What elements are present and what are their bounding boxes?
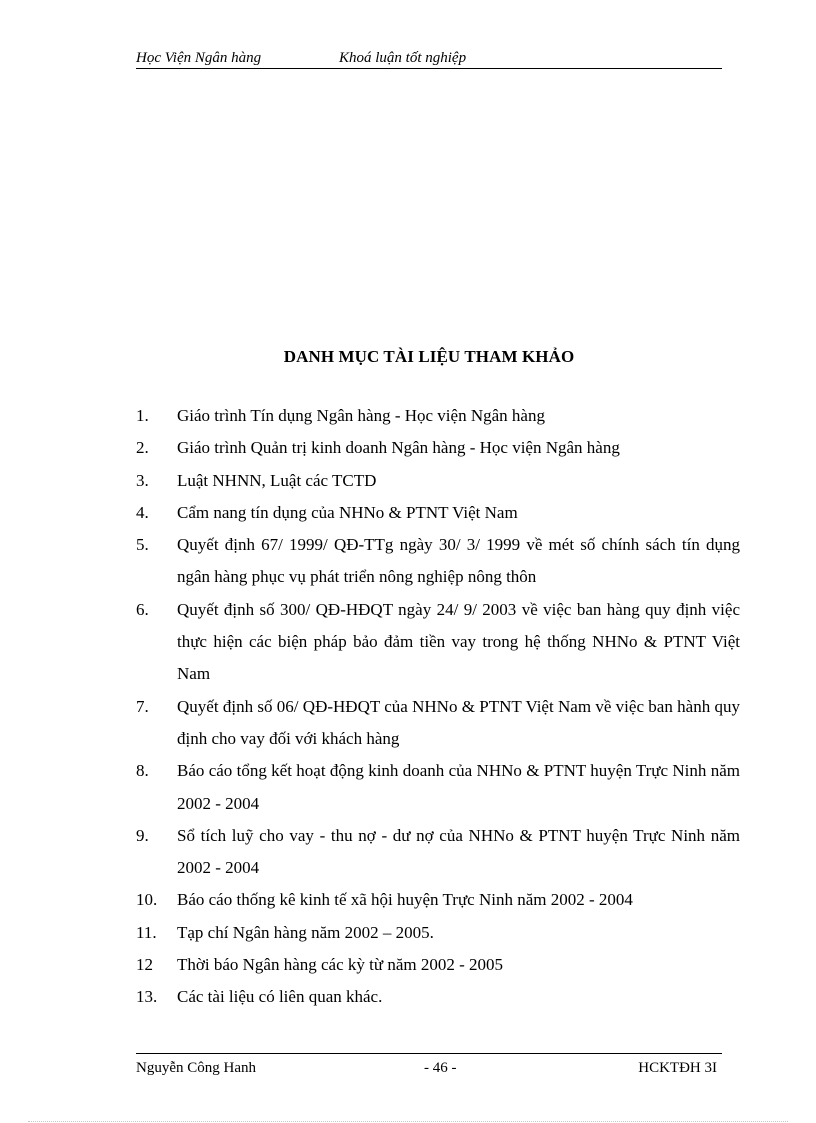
- reference-number: 1.: [136, 406, 149, 425]
- page-edge-divider: [28, 1121, 788, 1122]
- reference-text: Báo cáo thống kê kinh tế xã hội huyện Trực Ninh năm 2002 - 2004: [177, 890, 633, 910]
- reference-item: [136, 820, 740, 885]
- reference-number: 11.: [136, 922, 157, 942]
- reference-text: Thời báo Ngân hàng các kỳ từ năm 2002 - 2005: [177, 955, 504, 975]
- page-header: [136, 48, 722, 69]
- reference-text: Tạp chí Ngân hàng năm 2002 – 2005.: [177, 922, 434, 942]
- reference-text: Giáo trình Quản trị kinh doanh Ngân hàng - Học viện Ngân hàng: [177, 438, 620, 458]
- reference-text: Luật NHNN, Luật các TCTD: [177, 470, 377, 490]
- reference-number: 6.: [136, 599, 149, 619]
- reference-item: [136, 949, 740, 981]
- footer-class-code: HCKTĐH 3I: [638, 1060, 717, 1076]
- reference-list: [136, 400, 740, 1014]
- page-title: DANH MỤC TÀI LIỆU THAM KHẢO: [283, 347, 575, 366]
- footer-author: Nguyễn Công Hanh: [136, 1060, 256, 1076]
- reference-number: 2.: [136, 438, 149, 458]
- reference-text: Các tài liệu có liên quan khác.: [177, 987, 383, 1007]
- reference-item: [136, 594, 740, 691]
- reference-item: [136, 755, 740, 820]
- reference-text: Báo cáo tổng kết hoạt động kinh doanh của NHNo & PTNT huyện Trực Ninh năm 2002 - 2004: [177, 761, 740, 813]
- reference-number: 10.: [136, 890, 158, 910]
- reference-item: [136, 432, 740, 464]
- reference-item: [136, 529, 740, 594]
- reference-item: [136, 691, 740, 756]
- reference-number: 9.: [136, 825, 149, 845]
- reference-number: 4.: [136, 502, 149, 522]
- reference-item: [136, 917, 740, 949]
- reference-number: 12: [136, 955, 153, 975]
- reference-number: 5.: [136, 535, 149, 555]
- reference-number: 7.: [136, 696, 149, 716]
- page-footer: [136, 1053, 722, 1076]
- reference-item: [136, 400, 740, 432]
- header-document-type: Khoá luận tốt nghiệp: [339, 50, 467, 66]
- reference-text: Quyết định số 06/ QĐ-HĐQT của NHNo & PTNT Việt Nam về việc ban hành quy định cho vay đối với khách hàng: [177, 696, 740, 748]
- reference-number: 3.: [136, 470, 149, 490]
- reference-text: Cẩm nang tín dụng của NHNo & PTNT Việt Nam: [177, 502, 518, 522]
- page-number: - 46 -: [424, 1060, 457, 1076]
- reference-item: [136, 497, 740, 529]
- reference-text: Quyết định số 300/ QĐ-HĐQT ngày 24/ 9/ 2003 về việc ban hàng quy định việc thực hiện các biện pháp bảo đảm tiền vay trong hệ thống NHNo & PTNT Việt Nam: [177, 599, 740, 684]
- reference-number: 13.: [136, 987, 158, 1007]
- reference-number: 8.: [136, 761, 149, 781]
- reference-item: [136, 981, 740, 1013]
- reference-text: Giáo trình Tín dụng Ngân hàng - Học viện Ngân hàng: [177, 406, 545, 425]
- reference-text: Sổ tích luỹ cho vay - thu nợ - dư nợ của NHNo & PTNT huyện Trực Ninh năm 2002 - 2004: [177, 825, 740, 878]
- reference-text: Quyết định 67/ 1999/ QĐ-TTg ngày 30/ 3/ 1999 về mét số chính sách tín dụng ngân hàng phục vụ phát triển nông nghiệp nông thôn: [177, 535, 740, 587]
- reference-item: [136, 465, 740, 497]
- reference-item: [136, 884, 740, 916]
- header-institution: Học Viện Ngân hàng: [136, 50, 262, 66]
